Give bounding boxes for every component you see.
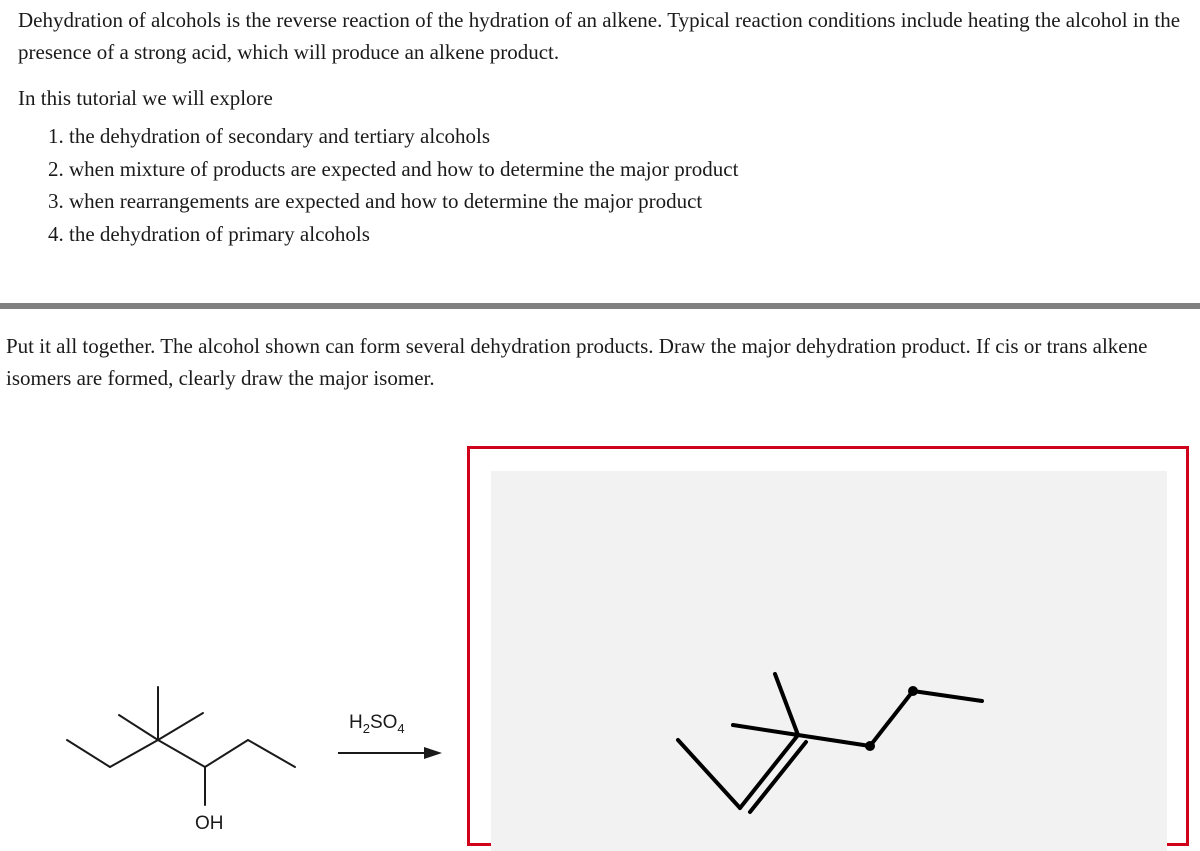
list-item: 2. when mixture of products are expected and how to determine the major product — [69, 153, 1188, 186]
bond[interactable] — [733, 725, 798, 735]
intro-paragraph: Dehydration of alcohols is the reverse reaction of the hydration of an alkene. Typical reaction conditions include heating the alcohol in the presence of a strong acid, which will produce an alkene product. — [18, 8, 1181, 64]
hydroxyl-label: OH — [195, 813, 224, 834]
question-text: Put it all together. The alcohol shown can form several dehydration products. Draw the major dehydration product. If cis or trans alkene isomers are formed, clearly draw the major isomer. — [6, 334, 1148, 390]
atom-node[interactable] — [865, 741, 875, 751]
bond[interactable] — [775, 674, 798, 735]
bond[interactable] — [740, 735, 798, 808]
bond[interactable] — [870, 691, 913, 746]
atom-node[interactable] — [908, 686, 918, 696]
double-bond-line[interactable] — [750, 742, 806, 812]
list-item: 3. when rearrangements are expected and how to determine the major product — [69, 185, 1188, 218]
reagent-label: $H_2SO_4$ — [349, 712, 405, 736]
list-item: 1. the dehydration of secondary and tertiary alcohols — [69, 120, 1188, 153]
bond[interactable] — [798, 735, 870, 746]
bond[interactable] — [913, 691, 982, 701]
bond[interactable] — [678, 740, 740, 808]
list-item: 4. the dehydration of primary alcohols — [69, 218, 1188, 251]
intro-lead: In this tutorial we will explore — [18, 86, 273, 110]
